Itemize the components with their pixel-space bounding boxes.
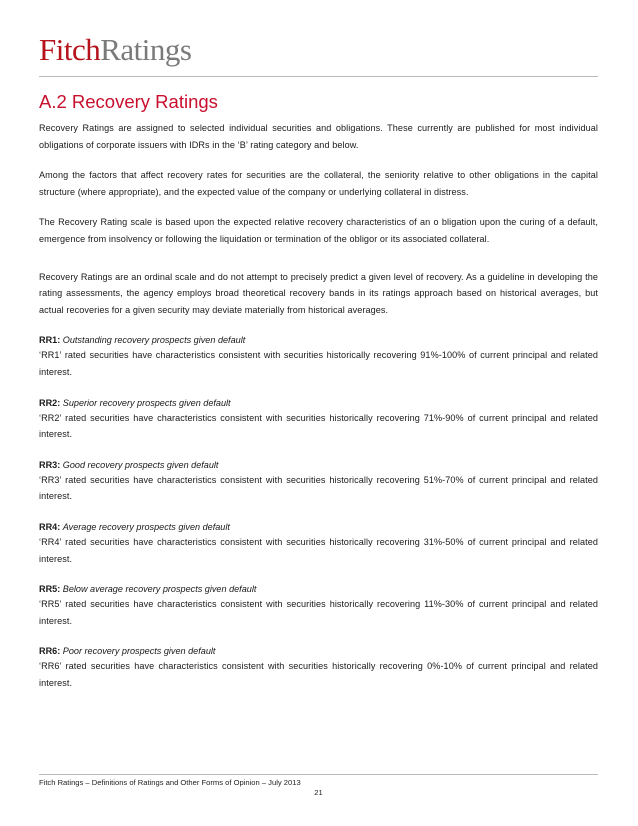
rating-description: ‘RR2’ rated securities have characteristics consistent with securities historically recovering 71%-90% of current principal and related interest. <box>39 412 598 440</box>
rating-description: ‘RR3’ rated securities have characteristics consistent with securities historically recovering 51%-70% of current principal and related interest. <box>39 474 598 502</box>
footer-divider <box>39 774 598 775</box>
rating-rr3 <box>39 458 598 505</box>
logo-ratings-text: Ratings <box>100 32 192 67</box>
rating-rr4 <box>39 520 598 567</box>
rating-rr5 <box>39 582 598 629</box>
rating-title: Outstanding recovery prospects given default <box>62 335 246 346</box>
rating-title: Good recovery prospects given default <box>62 459 219 470</box>
rating-title: Poor recovery prospects given default <box>62 646 216 657</box>
page-content <box>39 90 598 691</box>
section-title: A.2 Recovery Ratings <box>39 91 218 112</box>
footer-text: Fitch Ratings – Definitions of Ratings and Other Forms of Opinion – July 2013 <box>39 778 301 787</box>
rating-heading <box>39 396 598 410</box>
rating-heading <box>39 644 598 658</box>
page-number: 21 <box>314 788 323 797</box>
rating-code: RR6: <box>39 646 61 657</box>
fitch-ratings-logo <box>39 30 191 70</box>
rating-description: ‘RR1’ rated securities have characteristics consistent with securities historically recovering 91%-100% of current principal and related interest. <box>39 350 598 377</box>
rating-rr1 <box>39 333 598 380</box>
rating-title: Superior recovery prospects given default <box>62 397 231 408</box>
rating-code: RR3: <box>39 459 61 470</box>
rating-code: RR5: <box>39 584 61 595</box>
paragraph-ordinal: Recovery Ratings are an ordinal scale and do not attempt to precisely predict a given level of recovery. As a guideline in developing the rating assessments, the agency employs broad theoretical recovery bands in its ratings approach based on historical averages, but actual recoveries for a given security may deviate materially from historical averages. <box>39 271 598 315</box>
rating-code: RR2: <box>39 397 61 408</box>
rating-rr6 <box>39 644 598 691</box>
rating-heading <box>39 458 598 472</box>
header-divider <box>39 76 598 77</box>
rating-description: ‘RR6’ rated securities have characteristics consistent with securities historically recovering 0%-10% of current principal and related interest. <box>39 661 598 688</box>
rating-description: ‘RR4’ rated securities have characteristics consistent with securities historically recovering 31%-50% of current principal and related interest. <box>39 536 598 564</box>
rating-title: Below average recovery prospects given default <box>62 584 257 595</box>
rating-title: Average recovery prospects given default <box>62 521 230 532</box>
paragraph-scale: The Recovery Rating scale is based upon the expected relative recovery characteristics of an o bligation upon the curing of a default, emergence from insolvency or following the liquidation or termination of the obligor or its associated collateral. <box>39 217 598 244</box>
logo-fitch-text: Fitch <box>39 32 101 67</box>
rating-heading <box>39 333 598 347</box>
paragraph-factors: Among the factors that affect recovery rates for securities are the collateral, the seniority relative to other obligations in the capital structure (where appropriate), and the expected value of the company or underlying collateral in distress. <box>39 170 598 197</box>
paragraph-intro: Recovery Ratings are assigned to selected individual securities and obligations. These currently are published for most individual obligations of corporate issuers with IDRs in the ‘B’ rating category and below. <box>39 123 598 150</box>
rating-code: RR1: <box>39 335 61 346</box>
rating-code: RR4: <box>39 521 61 532</box>
rating-description: ‘RR5’ rated securities have characteristics consistent with securities historically recovering 11%-30% of current principal and related interest. <box>39 599 598 626</box>
rating-rr2 <box>39 396 598 443</box>
rating-heading <box>39 582 598 596</box>
rating-heading <box>39 520 598 534</box>
